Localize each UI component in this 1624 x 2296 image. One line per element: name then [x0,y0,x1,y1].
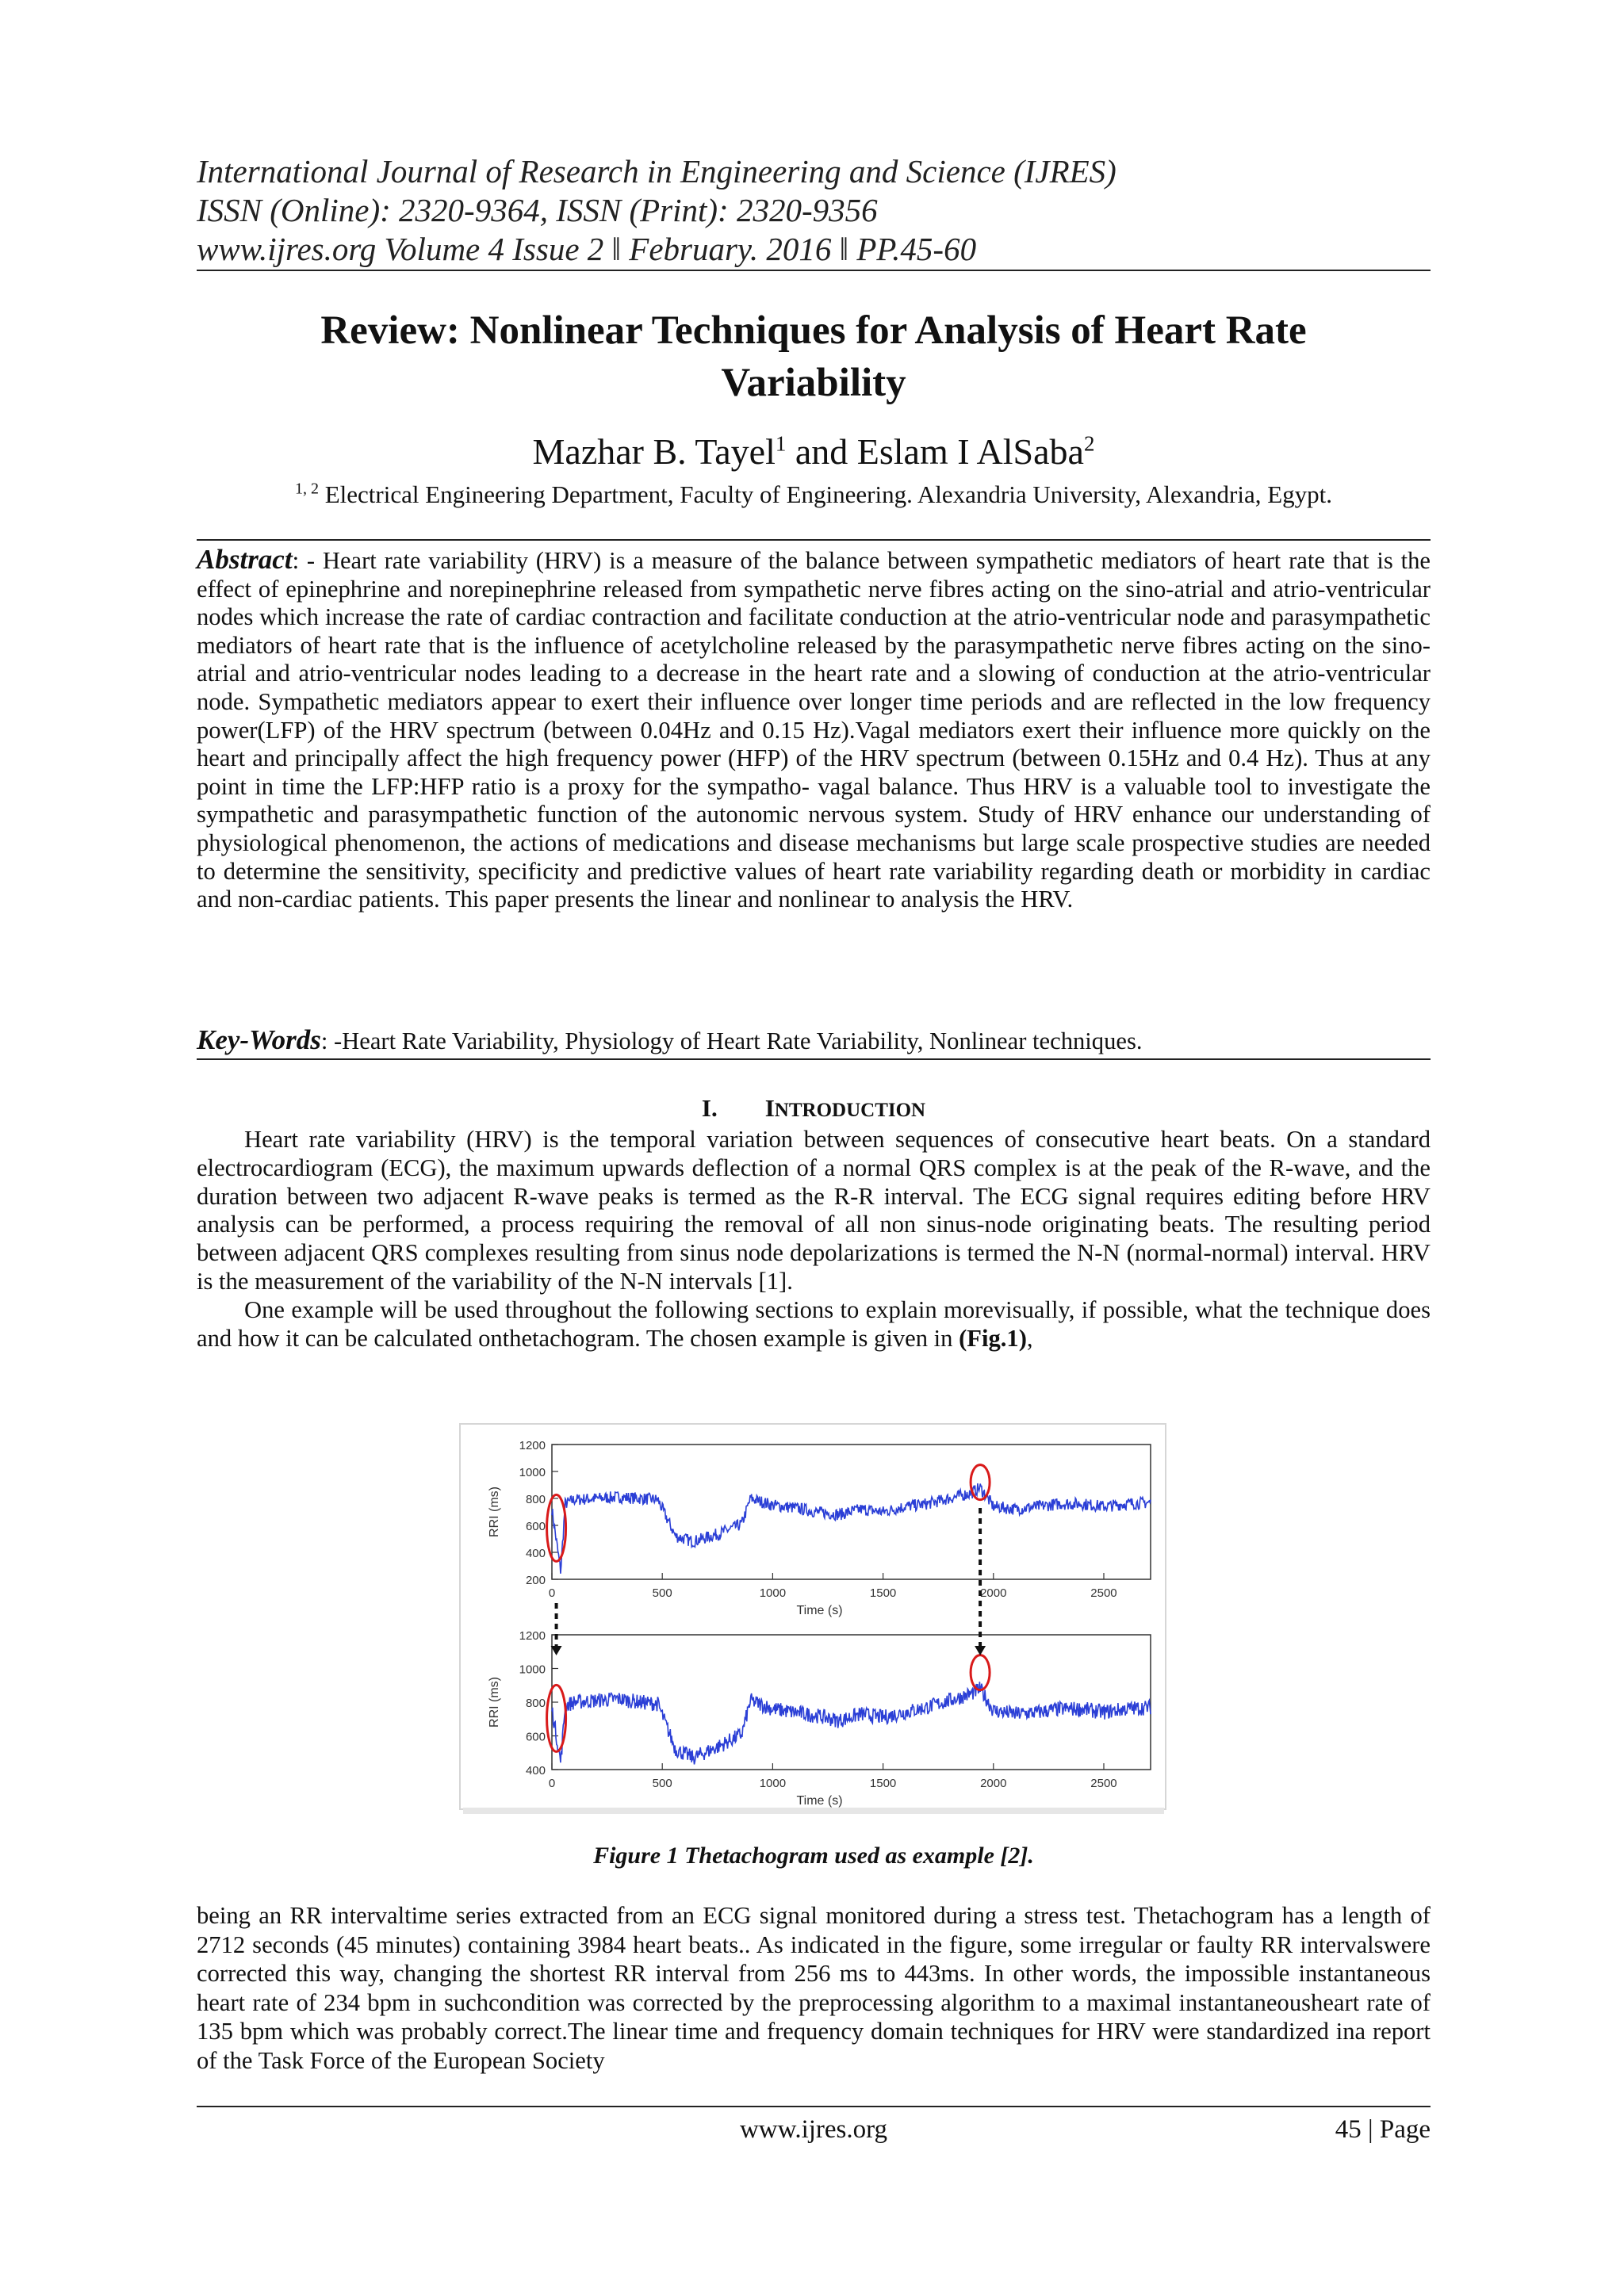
author-1-sup: 1 [775,431,787,456]
y-tick-label: 600 [525,1520,546,1533]
paper-title [197,304,1431,409]
x-axis-label: Time (s) [796,1604,843,1617]
section-title-rest: NTRODUCTION [774,1100,926,1121]
abstract-text: : - Heart rate variability (HRV) is a measure of the balance between sympathetic mediators of heart rate that is the effect of epinephrine and norepinephrine released from sympathetic nerve fibres acting on the sino-atrial and atrio-ventricular nodes which increase the rate of cardiac contraction and facilitate conduction at the atrio-ventricular node and parasympathetic mediators of heart rate that is the influence of acetylcholine released by the parasympathetic nerve fibres acting on the sino-atrial and atrio-ventricular nodes leading to a decrease in the heart rate and a slowing of conduction at the atrio-ventricular node. Sympathetic mediators appear to exert their influence over longer time periods and are reflected in the low frequency power(LFP) of the HRV spectrum (between 0.04Hz and 0.15 Hz).Vagal mediators exert their influence more quickly on the heart and principally affect the high frequency power (HFP) of the HRV spectrum (between 0.15Hz and 0.4 Hz). Thus at any point in time the LFP:HFP ratio is a proxy for the sympatho- vagal balance. Thus HRV is a valuable tool to investigate the sympathetic and parasympathetic function of the autonomic nervous system. Study of HRV enhance our understanding of physiological phenomenon, the actions of medications and disease mechanisms but large scale prospective studies are needed to determine the sensitivity, specificity and predictive values of heart rate variability regarding death or morbidity in cardiac and non-cardiac patients. This paper presents the linear and nonlinear to analysis the HRV. [197,547,1431,913]
intro-paragraph-1: Heart rate variability (HRV) is the temporal variation between sequences of consecutive heart beats. On a standard electrocardiogram (ECG), the maximum upwards deflection of a normal QRS complex is at the peak of the R-wave, and the duration between two adjacent R-wave peaks is termed as the R-R interval. The ECG signal requires editing before HRV analysis can be performed, a process requiring the removal of all non sinus-node originating beats. The resulting period between adjacent QRS complexes resulting from sinus node depolarizations is termed the N-N (normal-normal) interval. HRV is the measurement of the variability of the N-N intervals [1]. [197,1126,1431,1295]
x-tick-label: 2500 [1090,1586,1117,1600]
abstract-label: Abstract [197,544,293,575]
figure-1 [457,1421,1170,1817]
intro-paragraph-2-text: One example will be used throughout the following sections to explain morevisually, if possible, what the technique does and how it can be calculated onthetachogram. The chosen example is given in [197,1295,1431,1352]
introduction-body [197,1126,1431,1353]
keywords [197,1026,1431,1055]
title-line-2: Variability [721,361,906,405]
y-tick-label: 1000 [519,1663,546,1677]
x-tick-label: 1000 [759,1586,787,1600]
x-tick-label: 0 [548,1777,556,1790]
author-list [197,430,1431,474]
journal-volume: www.ijres.org Volume 4 Issue 2 ǁ February. 2016 ǁ PP.45-60 [197,231,977,267]
tachogram-figure [457,1421,1170,1817]
header-rule [197,270,1431,271]
journal-header [197,152,1431,269]
y-tick-label: 800 [525,1697,546,1710]
section-heading-introduction [197,1094,1431,1125]
y-axis-label: RRI (ms) [488,1487,501,1537]
author-1: Mazhar B. Tayel [532,431,776,472]
author-2: Eslam I AlSaba [856,431,1084,472]
figure-reference: (Fig.1) [959,1324,1027,1352]
figure-caption: Figure 1 Thetachogram used as example [2]. [593,1843,1034,1869]
y-tick-label: 1000 [519,1466,546,1479]
x-axis-label: Time (s) [796,1794,843,1808]
y-tick-label: 400 [525,1547,546,1560]
y-tick-label: 600 [525,1730,546,1744]
x-tick-label: 2000 [980,1586,1007,1600]
affiliation [197,479,1431,511]
author-sep: and [786,431,857,472]
y-axis-label: RRI (ms) [488,1677,501,1728]
keywords-label: Key-Words [197,1024,321,1055]
intro-paragraph-2-end: , [1026,1324,1033,1352]
x-tick-label: 1000 [759,1777,787,1790]
body-paragraph-continued: being an RR intervaltime series extracted from an ECG signal monitored during a stress test. Thetachogram has a length of 2712 seconds (45 minutes) containing 3984 heart beats.. As indicated in the figure, some irregular or faulty RR intervalswere corrected this way, changing the shortest RR interval from 256 ms to 443ms. In other words, the impossible instantaneous heart rate of 234 bpm in suchcondition was corrected by the preprocessing algorithm to a maximal instantaneousheart rate of 135 bpm which was probably correct.The linear time and frequency domain techniques for HRV were standardized ina report of the Task Force of the European Society [197,1902,1431,2074]
footer-url: www.ijres.org [739,2115,888,2144]
affiliation-sup: 1, 2 [294,480,319,498]
y-tick-label: 1200 [519,1439,546,1452]
y-tick-label: 1200 [519,1629,546,1643]
x-tick-label: 1500 [869,1586,897,1600]
x-tick-label: 500 [652,1777,672,1790]
y-tick-label: 200 [525,1574,546,1587]
author-2-sup: 2 [1083,431,1095,456]
y-tick-label: 800 [525,1493,546,1506]
page-number: 45 | Page [1335,2115,1431,2144]
x-tick-label: 2500 [1090,1777,1117,1790]
abstract [197,545,1431,914]
x-tick-label: 2000 [980,1777,1007,1790]
abstract-top-rule [197,539,1431,541]
body-continued [197,1901,1431,2076]
journal-issn: ISSN (Online): 2320-9364, ISSN (Print): 2320-9356 [197,192,878,228]
keywords-text: : -Heart Rate Variability, Physiology of Heart Rate Variability, Nonlinear techniques. [320,1027,1143,1054]
y-tick-label: 400 [525,1764,546,1777]
footer-rule [197,2106,1431,2107]
figure-shadow [463,1808,1164,1814]
x-tick-label: 0 [548,1586,556,1600]
x-tick-label: 500 [652,1586,672,1600]
section-title-first: I [764,1094,775,1122]
affiliation-text: Electrical Engineering Department, Faculty of Engineering. Alexandria University, Alexandria, Egypt. [318,480,1333,508]
title-line-1: Review: Nonlinear Techniques for Analysis of Heart Rate [320,308,1307,353]
paper-page [197,0,1431,2296]
section-number: I. [701,1094,718,1122]
x-tick-label: 1500 [869,1777,897,1790]
keywords-rule [197,1058,1431,1060]
intro-paragraph-2 [197,1296,1431,1353]
journal-name: International Journal of Research in Engineering and Science (IJRES) [197,153,1116,189]
